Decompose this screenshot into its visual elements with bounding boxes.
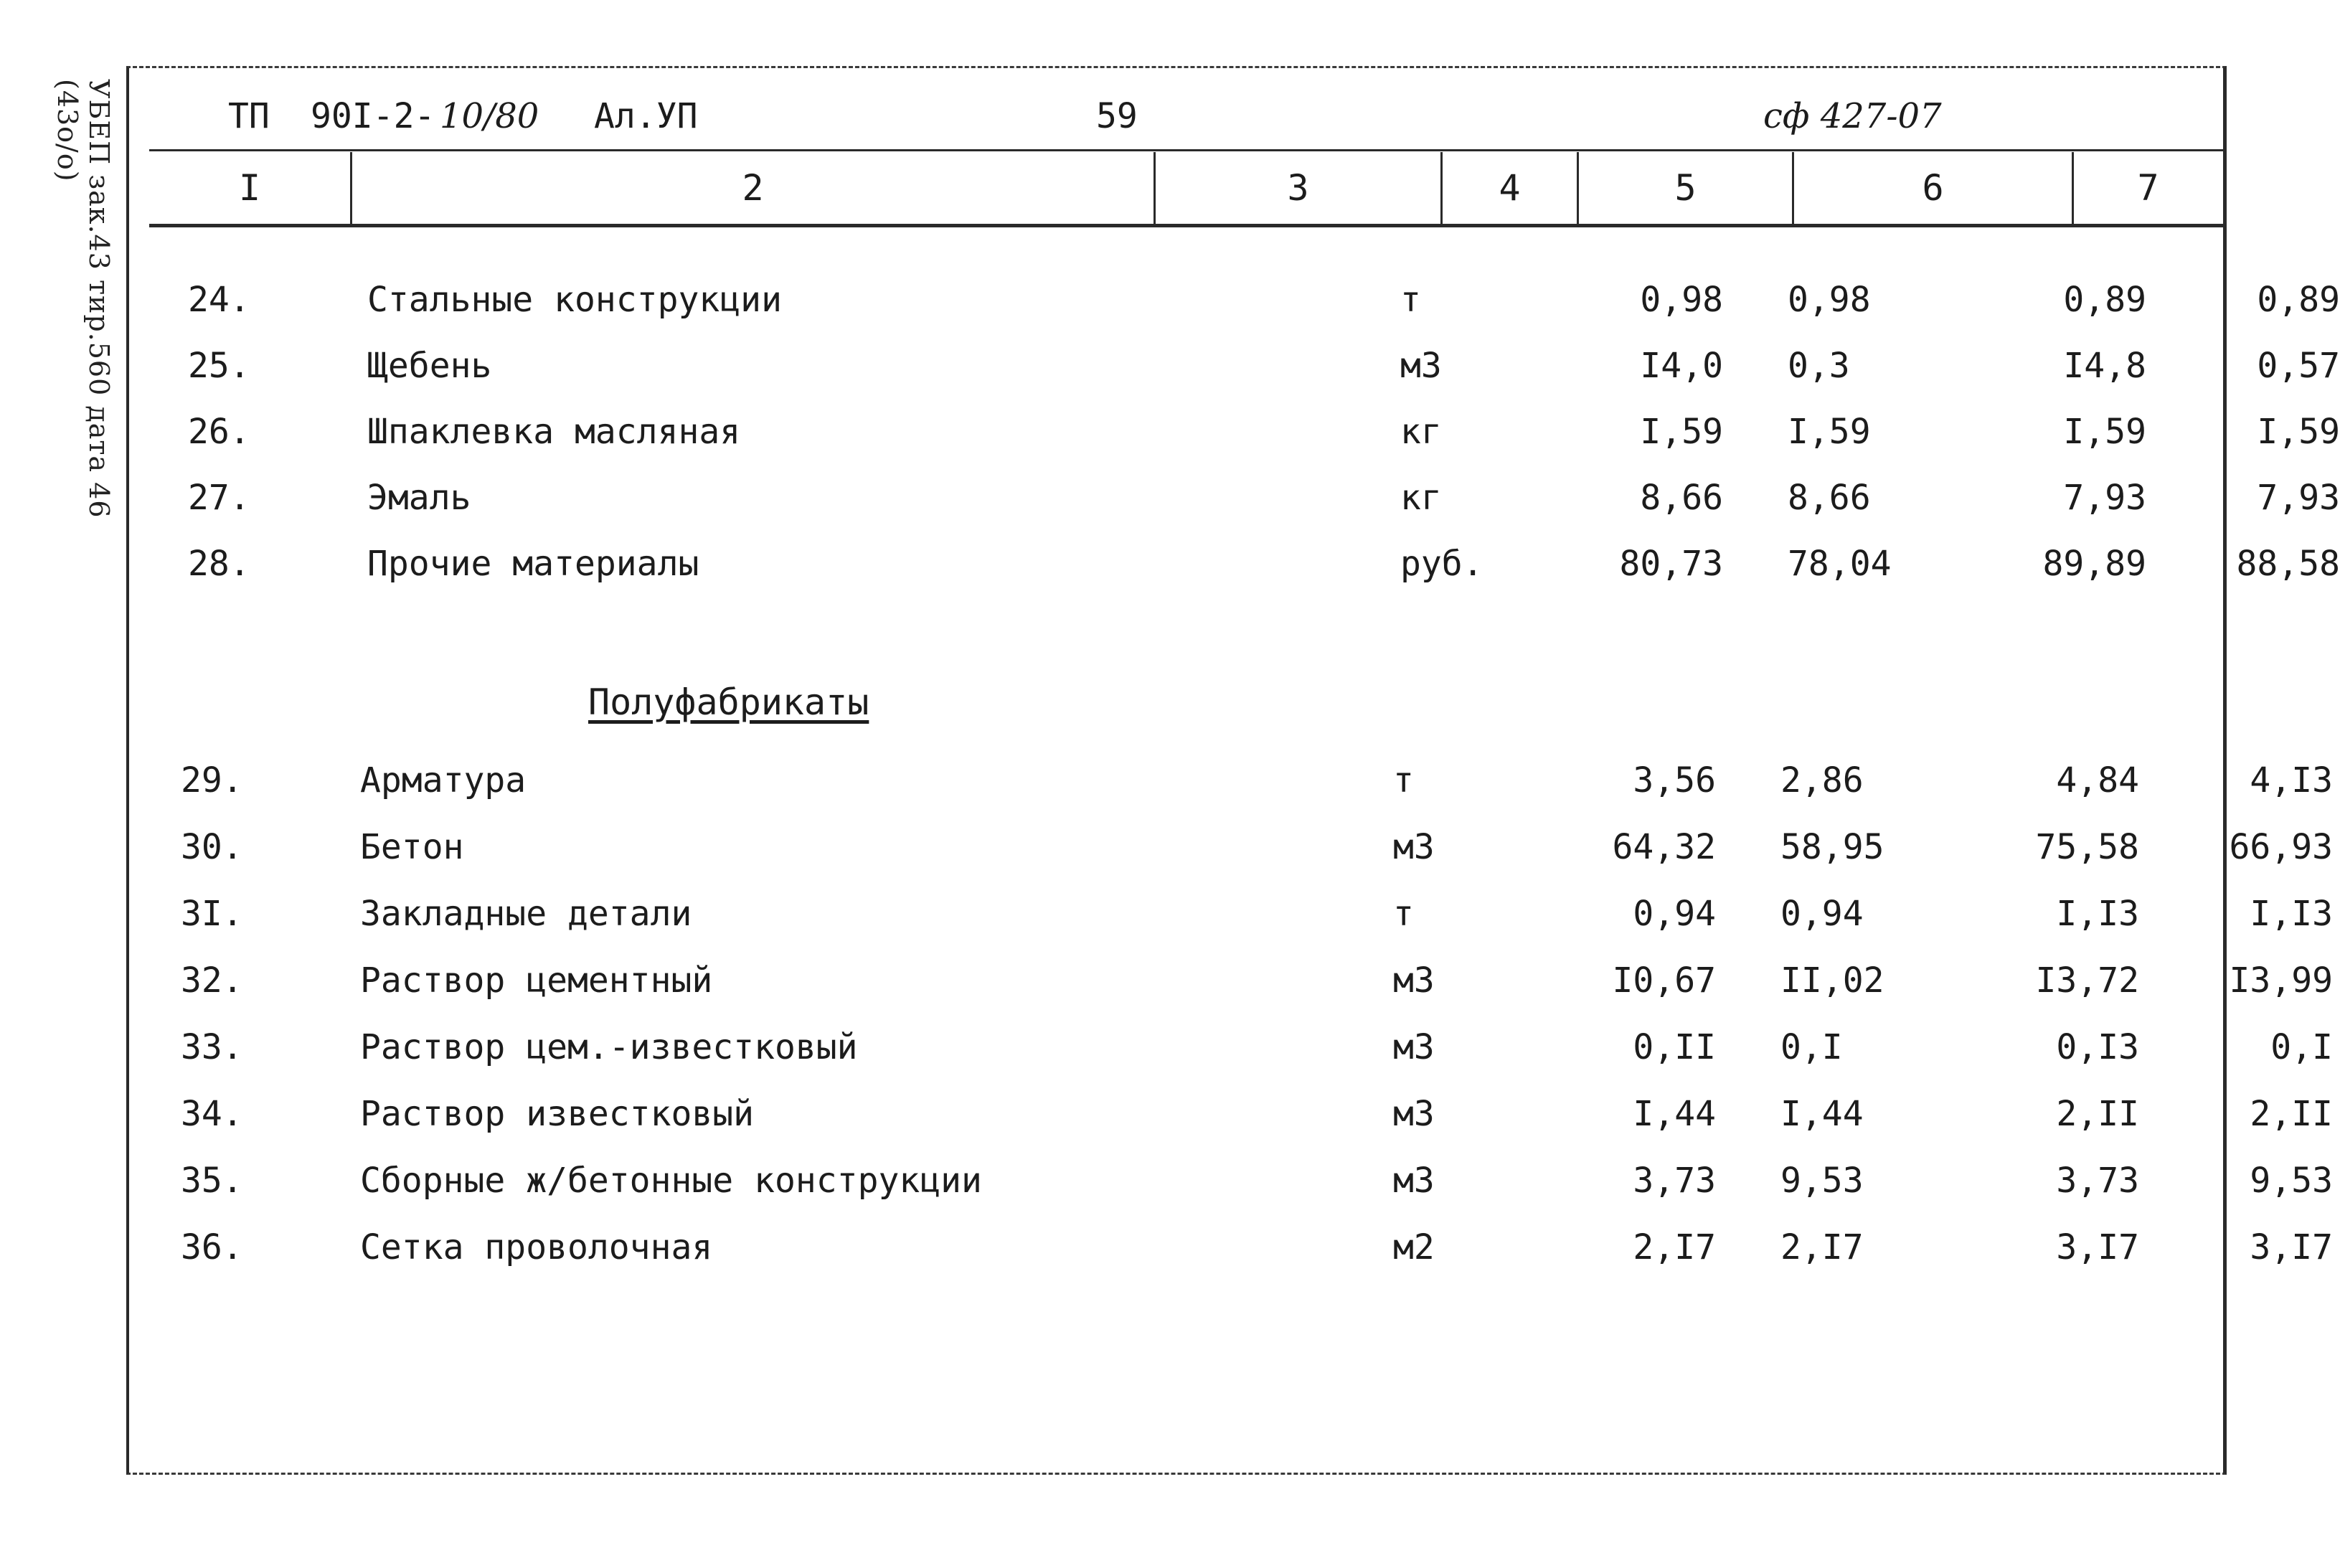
doc-code: ТП (228, 96, 270, 136)
col-header-5: 5 (1577, 152, 1792, 224)
row-col6: 3,I7 (2056, 1227, 2139, 1267)
row-col6: 0,I3 (2056, 1027, 2139, 1067)
row-col4: I,59 (1640, 412, 1723, 452)
stamp-number: сф 427-07 (1763, 96, 1942, 136)
row-col7: 88,58 (2236, 544, 2340, 584)
row-col6: 89,89 (2042, 544, 2146, 584)
row-unit: т (1393, 760, 1414, 800)
row-name: Сборные ж/бетонные конструкции (360, 1161, 982, 1201)
row-col5: I,59 (1788, 412, 1871, 452)
row-col5: 2,86 (1780, 760, 1864, 800)
row-col5: II,02 (1780, 960, 1884, 1001)
row-col5: 9,53 (1780, 1161, 1864, 1201)
project-number: 90I-2- (311, 96, 435, 136)
page-number: 59 (1096, 96, 1138, 136)
row-col4: 64,32 (1612, 827, 1716, 867)
row-unit: т (1400, 280, 1421, 320)
row-number: 3I. (181, 894, 243, 934)
row-col4: I0,67 (1612, 960, 1716, 1001)
row-col5: 0,98 (1788, 280, 1871, 320)
row-unit: кг (1400, 412, 1442, 452)
col-header-2: 2 (350, 152, 1154, 224)
row-number: 26. (188, 412, 250, 452)
row-col6: 0,89 (2063, 280, 2146, 320)
row-name: Бетон (360, 827, 464, 867)
row-unit: кг (1400, 478, 1442, 518)
row-col6: 7,93 (2063, 478, 2146, 518)
row-col5: 78,04 (1788, 544, 1892, 584)
row-number: 33. (181, 1027, 243, 1067)
row-col5: 0,I (1780, 1027, 1843, 1067)
row-col7: 9,53 (2250, 1161, 2333, 1201)
row-col7: I,I3 (2250, 894, 2333, 934)
row-col4: 0,94 (1633, 894, 1716, 934)
col-header-4: 4 (1440, 152, 1577, 224)
row-unit: м3 (1393, 1094, 1435, 1134)
row-number: 27. (188, 478, 250, 518)
row-col6: 75,58 (2035, 827, 2139, 867)
column-header-row (149, 152, 2227, 227)
row-col5: 2,I7 (1780, 1227, 1864, 1267)
row-name: Прочие материалы (367, 544, 699, 584)
row-unit: руб. (1400, 544, 1483, 584)
row-unit: м3 (1393, 1027, 1435, 1067)
row-number: 29. (181, 760, 243, 800)
row-number: 36. (181, 1227, 243, 1267)
row-name: Арматура (360, 760, 527, 800)
album-label: Ал.УП (594, 96, 698, 136)
row-col4: 0,II (1633, 1027, 1716, 1067)
row-name: Раствор цементный (360, 960, 713, 1001)
row-col5: 0,3 (1788, 346, 1850, 386)
col-header-7: 7 (2072, 152, 2222, 224)
row-unit: м3 (1393, 1161, 1435, 1201)
row-col6: 2,II (2056, 1094, 2139, 1134)
row-unit: м2 (1393, 1227, 1435, 1267)
row-col6: I,59 (2063, 412, 2146, 452)
row-col5: 8,66 (1788, 478, 1871, 518)
row-col5: 58,95 (1780, 827, 1884, 867)
row-number: 24. (188, 280, 250, 320)
row-name: Сетка проволочная (360, 1227, 713, 1267)
row-col7: 0,57 (2257, 346, 2340, 386)
row-col4: I4,0 (1640, 346, 1723, 386)
row-col5: 0,94 (1780, 894, 1864, 934)
row-number: 34. (181, 1094, 243, 1134)
row-col4: 8,66 (1640, 478, 1723, 518)
row-col7: 0,89 (2257, 280, 2340, 320)
row-unit: м3 (1400, 346, 1442, 386)
col-header-3: 3 (1154, 152, 1440, 224)
row-col7: I3,99 (2229, 960, 2333, 1001)
row-col7: 3,I7 (2250, 1227, 2333, 1267)
row-col6: 3,73 (2056, 1161, 2139, 1201)
row-unit: м3 (1393, 827, 1435, 867)
row-col7: 0,I (2270, 1027, 2333, 1067)
row-col4: 0,98 (1640, 280, 1723, 320)
row-number: 32. (181, 960, 243, 1001)
section-title: Полуфабрикаты (588, 681, 869, 723)
row-col4: 2,I7 (1633, 1227, 1716, 1267)
row-col6: 4,84 (2056, 760, 2139, 800)
row-name: Закладные детали (360, 894, 692, 934)
row-name: Раствор цем.-известковый (360, 1027, 858, 1067)
row-name: Щебень (367, 346, 492, 386)
row-col7: 7,93 (2257, 478, 2340, 518)
row-number: 35. (181, 1161, 243, 1201)
row-name: Раствор известковый (360, 1094, 755, 1134)
row-name: Шпаклевка масляная (367, 412, 741, 452)
row-col4: 3,73 (1633, 1161, 1716, 1201)
row-col7: 4,I3 (2250, 760, 2333, 800)
row-col4: 3,56 (1633, 760, 1716, 800)
title-row (149, 85, 2227, 151)
row-number: 28. (188, 544, 250, 584)
row-col5: I,44 (1780, 1094, 1864, 1134)
row-name: Эмаль (367, 478, 471, 518)
row-unit: т (1393, 894, 1414, 934)
row-col6: I,I3 (2056, 894, 2139, 934)
row-col6: I4,8 (2063, 346, 2146, 386)
row-col7: 66,93 (2229, 827, 2333, 867)
col-header-6: 6 (1792, 152, 2072, 224)
col-header-1: I (238, 167, 261, 209)
row-name: Стальные конструкции (367, 280, 782, 320)
row-col6: I3,72 (2035, 960, 2139, 1001)
side-print-note: УБЕП зак.43 тир.560 дата 46 (43о/о) (52, 79, 115, 519)
row-col4: I,44 (1633, 1094, 1716, 1134)
row-number: 30. (181, 827, 243, 867)
project-number-handwritten: 10/80 (440, 96, 539, 136)
row-number: 25. (188, 346, 250, 386)
row-col7: I,59 (2257, 412, 2340, 452)
row-col7: 2,II (2250, 1094, 2333, 1134)
row-unit: м3 (1393, 960, 1435, 1001)
row-col4: 80,73 (1619, 544, 1723, 584)
